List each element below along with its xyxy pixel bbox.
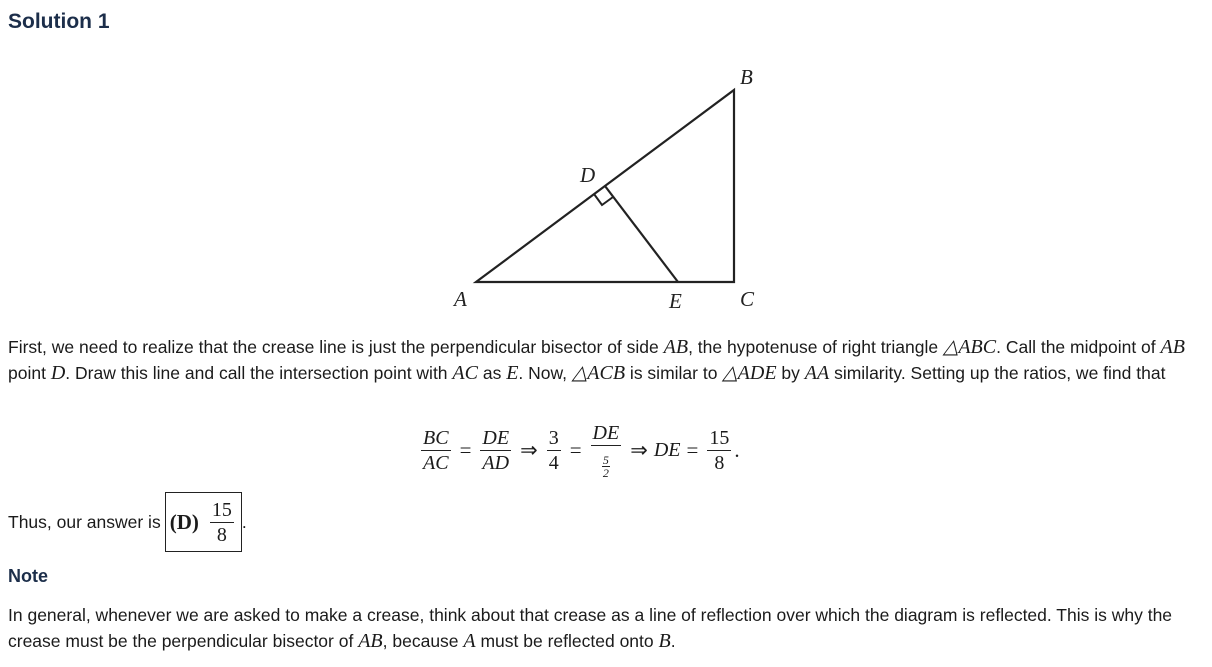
text: as (477, 363, 507, 383)
math: B (658, 630, 671, 652)
text: , the hypotenuse of right triangle (688, 337, 943, 357)
period: . (734, 437, 740, 462)
answer-lead-text: Thus, our answer is (8, 511, 161, 532)
right-angle-mark (594, 194, 613, 205)
triangle-diagram (440, 60, 780, 320)
implies-arrow: ⇒ (630, 437, 648, 462)
note-paragraph (8, 602, 1204, 654)
text: . Now, (518, 363, 572, 383)
equals-sign: = (569, 437, 582, 462)
math: A (463, 630, 476, 652)
numerator: 15 (211, 498, 232, 521)
math: E (506, 362, 519, 384)
de-symbol: DE (653, 438, 681, 461)
text: . Call the midpoint of (996, 337, 1161, 357)
fraction-bc-ac (421, 426, 451, 475)
text: , because (382, 631, 464, 651)
period: . (241, 511, 247, 532)
denominator: AC (423, 451, 449, 474)
math: AB (663, 336, 689, 358)
solution-heading: Solution 1 (8, 10, 110, 33)
denominator: AD (482, 451, 510, 474)
fraction-3-4 (547, 426, 561, 475)
text: First, we need to realize that the crease line is just the perpendicular bisector of side (8, 337, 664, 357)
text: must be reflected onto (475, 631, 659, 651)
fraction-15-8 (707, 426, 731, 475)
text: similarity. Setting up the ratios, we find that (829, 363, 1166, 383)
text: . Draw this line and call the intersection point with (65, 363, 453, 383)
math: D (50, 362, 66, 384)
math: AB (358, 630, 383, 652)
fraction-de-five-halves (591, 421, 622, 479)
numerator: BC (423, 426, 449, 449)
label-d: D (580, 163, 596, 187)
ratio-equation (418, 420, 740, 480)
answer-choice: (D) (169, 509, 199, 534)
math: AA (804, 362, 830, 384)
numerator: 5 (602, 453, 609, 467)
label-c: C (740, 287, 755, 311)
note-heading: Note (8, 566, 48, 586)
text: by (776, 363, 805, 383)
text: is similar to (625, 363, 723, 383)
denominator: 2 (602, 466, 609, 480)
text: . (670, 631, 676, 651)
crease-line-de (605, 186, 678, 282)
equals-sign: = (459, 437, 472, 462)
implies-arrow: ⇒ (520, 437, 538, 462)
numerator: DE (482, 426, 510, 449)
denominator: 8 (714, 451, 725, 474)
small-fraction (602, 454, 610, 479)
math: AC (452, 362, 478, 384)
label-b: B (740, 65, 753, 89)
label-e: E (669, 289, 682, 313)
answer-row (8, 492, 247, 552)
answer-fraction (210, 498, 234, 547)
numerator: 3 (548, 426, 559, 449)
numerator: DE (592, 422, 620, 444)
math: △ACB (571, 362, 626, 384)
equals-sign: = (686, 437, 699, 462)
text: In general, whenever we are asked to make a crease, think about that crease as a line of reflection over which the diagram is reflected. This is why the crease must be the perpendicular bisector of (8, 605, 1173, 651)
text: point (8, 363, 51, 383)
label-a: A (454, 287, 467, 311)
math: △ABC (942, 336, 997, 358)
math: AB (1160, 336, 1185, 358)
denominator (600, 446, 612, 479)
numerator: 15 (709, 426, 730, 449)
denominator: 8 (216, 523, 227, 546)
boxed-answer (165, 492, 242, 552)
fraction-de-ad (480, 426, 511, 475)
explanation-paragraph (8, 334, 1204, 386)
denominator: 4 (548, 451, 559, 474)
math: △ADE (722, 362, 777, 384)
